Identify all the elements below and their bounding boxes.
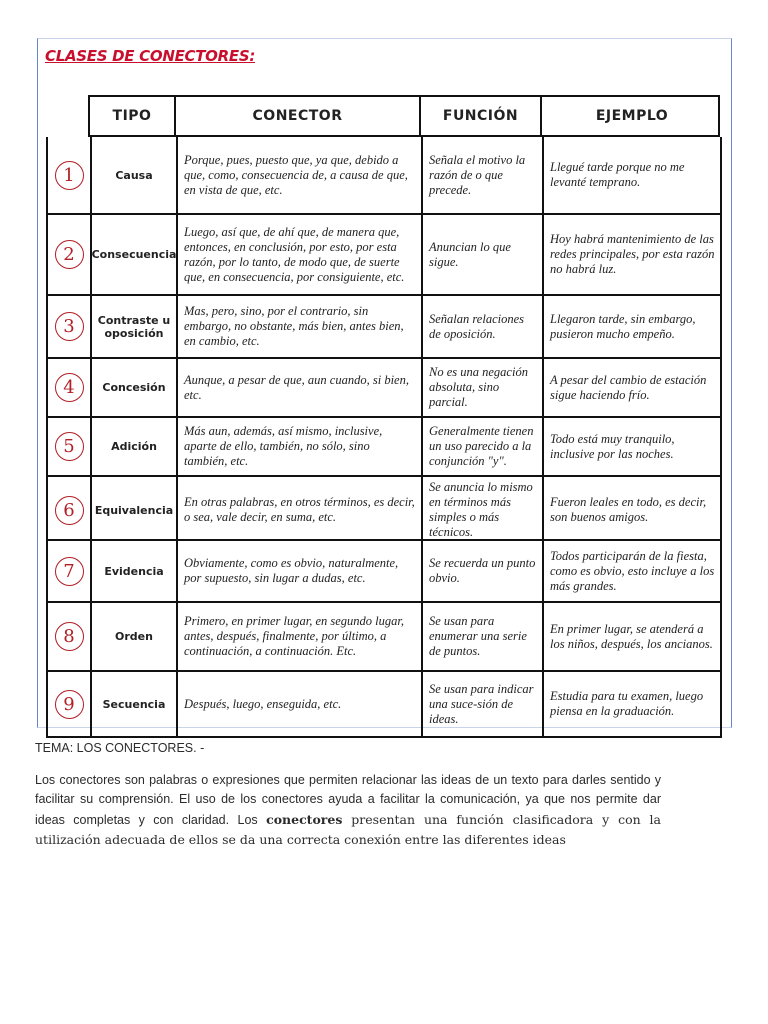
- table-row: [46, 477, 722, 541]
- row-funcion: Generalmente tienen un uso parecido a la conjunción "y".: [423, 418, 544, 475]
- row-conector: Mas, pero, sino, por el contrario, sin embargo, no obstante, más bien, antes bien, en cambio, etc.: [178, 296, 423, 357]
- row-number: 5: [48, 418, 92, 475]
- header-conector: CONECTOR: [176, 97, 421, 135]
- row-funcion: Señala el motivo la razón de o que precede.: [423, 137, 544, 213]
- document-body: [35, 739, 661, 851]
- row-number: 1: [48, 137, 92, 213]
- row-number: 4: [48, 359, 92, 416]
- table-row: [46, 603, 722, 672]
- row-conector: Aunque, a pesar de que, aun cuando, si bien, etc.: [178, 359, 423, 416]
- row-tipo: Consecuencia: [92, 215, 178, 294]
- figure-title: CLASES DE CONECTORES:: [45, 47, 256, 65]
- row-ejemplo: Todo está muy tranquilo, inclusive por las noches.: [550, 431, 675, 461]
- row-conector: Porque, pues, puesto que, ya que, debido a que, como, consecuencia de, a causa de que, en vista de que, etc.: [178, 137, 423, 213]
- row-funcion: Señalan relaciones de oposición.: [423, 296, 544, 357]
- table-row: [46, 672, 722, 738]
- row-ejemplo: Todos participarán de la fiesta, como es obvio, esto incluye a los más grandes.: [550, 548, 715, 593]
- row-conector: Luego, así que, de ahí que, de manera que, entonces, en conclusión, por esto, por esta razón, por lo tanto, de modo que, de suerte que, en consecuencia, por consiguiente, etc.: [178, 215, 423, 294]
- row-ejemplo: A pesar del cambio de estación sigue haciendo frío.: [550, 372, 707, 402]
- row-number: 6: [48, 477, 92, 543]
- connectors-table-image: [37, 38, 732, 728]
- row-ejemplo: Estudia para tu examen, luego piensa en la graduación.: [550, 689, 704, 718]
- table-row: [46, 359, 722, 418]
- row-conector: Primero, en primer lugar, en segundo lugar, antes, después, finalmente, por último, a continuación, a continuación. Etc.: [178, 603, 423, 670]
- row-funcion: Se usan para enumerar una serie de puntos.: [423, 603, 544, 670]
- row-funcion: Se usan para indicar una suce-sión de ideas.: [423, 672, 544, 736]
- row-tipo: Evidencia: [92, 541, 178, 601]
- row-tipo: Concesión: [92, 359, 178, 416]
- row-tipo: Causa: [92, 137, 178, 213]
- intro-paragraph: [35, 771, 661, 851]
- topic-heading: TEMA: LOS CONECTORES. -: [35, 741, 205, 755]
- row-conector: En otras palabras, en otros términos, es decir, o sea, vale decir, en suma, etc.: [178, 477, 423, 543]
- table-row: [46, 137, 722, 215]
- row-ejemplo: En primer lugar, se atenderá a los niños, después, los ancianos.: [550, 621, 713, 651]
- row-ejemplo: Llegué tarde porque no me levanté temprano.: [550, 160, 685, 189]
- row-ejemplo: Fueron leales en todo, es decir, son buenos amigos.: [550, 495, 707, 524]
- row-funcion: No es una negación absoluta, sino parcial.: [423, 359, 544, 416]
- table-row: [46, 296, 722, 359]
- row-conector: Después, luego, enseguida, etc.: [178, 672, 423, 736]
- row-number: 8: [48, 603, 92, 670]
- table-row: [46, 215, 722, 296]
- table-row: [46, 418, 722, 477]
- row-tipo: Secuencia: [92, 672, 178, 736]
- row-tipo: Orden: [92, 603, 178, 670]
- row-ejemplo: Hoy habrá mantenimiento de las redes principales, por esta razón no habrá luz.: [550, 232, 715, 276]
- row-funcion: Se recuerda un punto obvio.: [423, 541, 544, 601]
- row-tipo: Equivalencia: [92, 477, 178, 543]
- row-funcion: Anuncian lo que sigue.: [423, 215, 544, 294]
- paragraph-text-2: presentan una función clasificadora y con la utilización adecuada de ellos se da una correcta conexión entre las diferentes ideas: [35, 811, 662, 847]
- table-body: [46, 137, 722, 738]
- row-number: 3: [48, 296, 92, 357]
- paragraph-bold-word: conectores: [266, 811, 343, 827]
- header-tipo: TIPO: [90, 97, 176, 135]
- row-tipo: Adición: [92, 418, 178, 475]
- header-ejemplo: EJEMPLO: [595, 108, 669, 124]
- row-funcion: Se anuncia lo mismo en términos más simples o más técnicos.: [423, 477, 544, 543]
- row-number: 9: [48, 672, 92, 736]
- row-tipo: Contraste u oposición: [92, 296, 178, 357]
- row-number: 2: [48, 215, 92, 294]
- row-number: 7: [48, 541, 92, 601]
- row-ejemplo: Llegaron tarde, sin embargo, pusieron mucho empeño.: [550, 311, 696, 341]
- row-conector: Más aun, además, así mismo, inclusive, aparte de ello, también, no sólo, sino también, etc.: [178, 418, 423, 475]
- table-row: [46, 541, 722, 603]
- table-header: [88, 95, 720, 137]
- header-funcion: FUNCIÓN: [421, 97, 542, 135]
- paragraph-text-1: Los conectores son palabras o expresiones que permiten relacionar las ideas de un texto para darles sentido y facilitar su comprensión. El uso de los conectores ayuda a facilitar la comunicación, ya que nos permite dar ideas completas y con claridad. Los: [35, 772, 661, 827]
- row-conector: Obviamente, como es obvio, naturalmente, por supuesto, sin lugar a dudas, etc.: [178, 541, 423, 601]
